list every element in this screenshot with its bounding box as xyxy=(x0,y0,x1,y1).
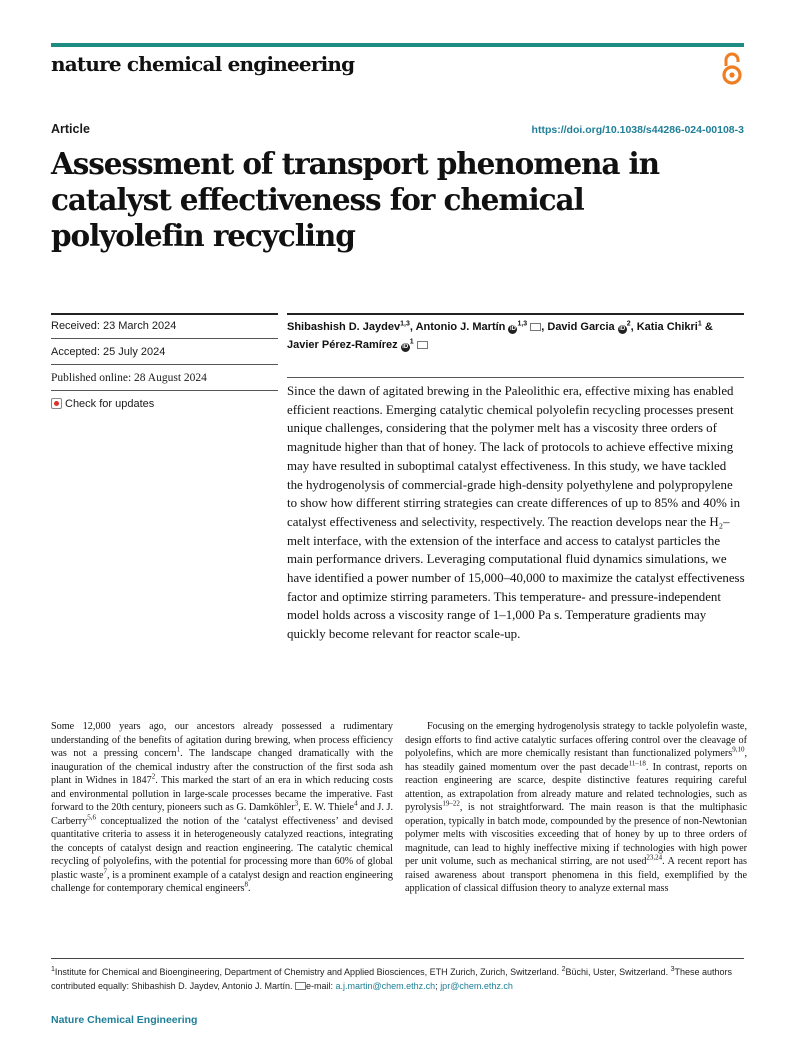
check-updates-icon xyxy=(51,398,62,409)
email-link[interactable]: jpr@chem.ethz.ch xyxy=(440,981,513,991)
reference[interactable]: 19–22 xyxy=(442,799,460,808)
abstract: Since the dawn of agitated brewing in the Paleolithic era, effective mixing has enabled efficient reactions. Emerging catalytic chemical polyolefin recycling processes present unique challenges, considering that the polymer melt has a viscosity three orders of magnitude higher than that of honey. The lack of protocols to achieve effective mixing may have resulted in suboptimal catalyst effectiveness. In this study, we have tackled the hydrogenolysis of commercial-grade high-density polyethylene and polypropylene to show how different stirring strategies can create differences of up to 85% and 40% in catalyst effectiveness and selectivity, respectively. The reaction develops near the H₂–melt interface, with the extension of the interface and access to catalyst particles the main performance drivers. Leveraging computational fluid dynamics simulations, we have identified a power number of 15,000–40,000 to maximize the catalyst effectiveness factor and optimize stirring parameters. This temperature- and pressure-independent model holds across a viscosity range of 1–1,000 Pa s. Temperature gradients may quickly become relevant for reactor scale-up. xyxy=(287,384,745,642)
body-paragraph: Some 12,000 years ago, our ancestors already possessed a rudimentary understanding of the benefits of agitation during brewing, when process efficiency was not a pressing concern$^1$. The landscape changed dramatically with the inauguration of the chemical industry after the construction of the first soda ash plant in Widnes in 1847$^2$. This marked the start of an era in which reducing costs and environmental pollution in large-scale processes became the imperative. Fast forward to the 20th century, pioneers such as G. Damköhler$^3$, E. W. Thiele$^4$ and J. J. Carberry$^{5,6}$ conceptualized the notion of the ‘catalyst effectiveness’ and devised quantitative criteria to assess it in heterogeneously catalyzed reactions, integrating the concepts of catalyst design and reaction engineering. The catalytic chemical recycling of polyolefins, with the potential for processing more than 60% of global plastic waste$^7$, is a prominent example of a catalyst design and reaction engineering challenge for contemporary chemical engineers$^8$. xyxy=(51,721,393,894)
orcid-icon[interactable]: iD xyxy=(619,326,626,332)
reference[interactable]: 11–18 xyxy=(628,759,646,768)
reference[interactable]: 1 xyxy=(176,745,181,754)
journal-name: nature chemical engineering xyxy=(51,52,355,76)
published-date: Published online: 28 August 2024 xyxy=(51,372,207,384)
body-column-right xyxy=(405,720,747,896)
email-icon[interactable] xyxy=(530,323,541,331)
email-icon[interactable] xyxy=(417,341,428,349)
reference[interactable]: 23,24 xyxy=(646,853,663,862)
article-type: Article xyxy=(51,122,90,136)
footer-journal-name[interactable]: Nature Chemical Engineering xyxy=(51,1014,198,1026)
author-name[interactable]: Antonio J. Martín xyxy=(415,321,506,333)
affiliations-footnote: $^1$Institute for Chemical and Bioengineering, Department of Chemistry and Applied Biosciences, ETH Zurich, Zurich, Switzerland. $^2$Büchi, Uster, Switzerland. $^3$These authors contributed equally: Shibashish D. Jaydev, Antonio J. Martín. e-mail: a.j.martin@chem.ethz.ch; jpr@chem.ethz.ch xyxy=(51,966,733,991)
author-list: Shibashish D. Jaydev$^{1,3}$, Antonio J. Martín iD$^{1,3}$ , David Garcia $iD^2$, Katia Chikri$^1$ & Javier Pérez-Ramírez $iD^1$ xyxy=(287,320,713,351)
author-affiliation: 2 xyxy=(626,320,631,328)
header-accent-rule xyxy=(51,43,744,47)
body-paragraph: Focusing on the emerging hydrogenolysis strategy to tackle polyolefin waste, design efforts to find active catalytic surfaces offering control over the cleavage of polyolefins, which are more chemically resistant than functionalized polymers$^{9,10}$, has steadily gained momentum over the past decade$^{11-18}$. In contrast, reports on reaction engineering are scarce, despite distinctive features requiring careful attention, as extrapolation from already mature and related technologies, such as pyrolysis$^{19-22}$, is not straightforward. The main reason is that the multiphasic operation, typically in batch mode, compounded by the presence of non-Newtonian polymer melts with viscosities exceeding that of honey by up to three orders of magnitude, can lead to highly ineffective mixing if technologies with high power per unit volume, such as mechanical stirring, are not used$^{23,24}$. A recent report has raised awareness about transport phenomena in this field, exemplified by the application of classical diffusion theory to analyze external mass xyxy=(405,721,747,894)
divider xyxy=(51,313,278,315)
email-icon xyxy=(295,982,306,990)
author-name[interactable]: David Garcia xyxy=(547,321,615,333)
divider xyxy=(287,313,744,315)
reference[interactable]: 8 xyxy=(244,880,248,889)
reference[interactable]: 5,6 xyxy=(87,813,96,822)
reference[interactable]: 3 xyxy=(294,799,299,808)
divider xyxy=(51,390,278,391)
email-link[interactable]: a.j.martin@chem.ethz.ch xyxy=(335,981,436,991)
page-title: Assessment of transport phenomena in catalyst effectiveness for chemical polyolefin recycling xyxy=(51,146,659,253)
author-name[interactable]: Shibashish D. Jaydev xyxy=(287,321,401,333)
author-name[interactable]: Javier Pérez-Ramírez xyxy=(287,339,398,351)
accepted-date: Accepted: 25 July 2024 xyxy=(51,346,166,358)
divider xyxy=(51,364,278,365)
reference[interactable]: 4 xyxy=(354,799,358,808)
divider xyxy=(51,958,744,959)
reference[interactable]: 9,10 xyxy=(732,745,745,754)
orcid-icon[interactable]: iD xyxy=(509,326,516,332)
author-affiliation: 1,3 xyxy=(400,320,410,328)
author-name[interactable]: Katia Chikri xyxy=(636,321,698,333)
open-access-icon xyxy=(720,52,744,86)
doi-link[interactable]: https://doi.org/10.1038/s44286-024-00108-3 xyxy=(531,124,744,136)
ampersand: & xyxy=(704,321,713,333)
author-affiliation: 1 xyxy=(409,338,414,346)
received-date: Received: 23 March 2024 xyxy=(51,320,177,332)
reference[interactable]: 7 xyxy=(103,867,107,876)
body-column-left xyxy=(51,720,393,896)
author-affiliation: 1,3 xyxy=(517,320,528,328)
orcid-icon[interactable]: iD xyxy=(402,344,409,350)
check-for-updates-label: Check for updates xyxy=(65,398,155,410)
reference[interactable]: 2 xyxy=(151,772,156,781)
divider xyxy=(287,377,744,378)
check-for-updates-button[interactable] xyxy=(51,398,154,410)
author-affiliation: 1 xyxy=(697,320,702,328)
divider xyxy=(51,338,278,339)
